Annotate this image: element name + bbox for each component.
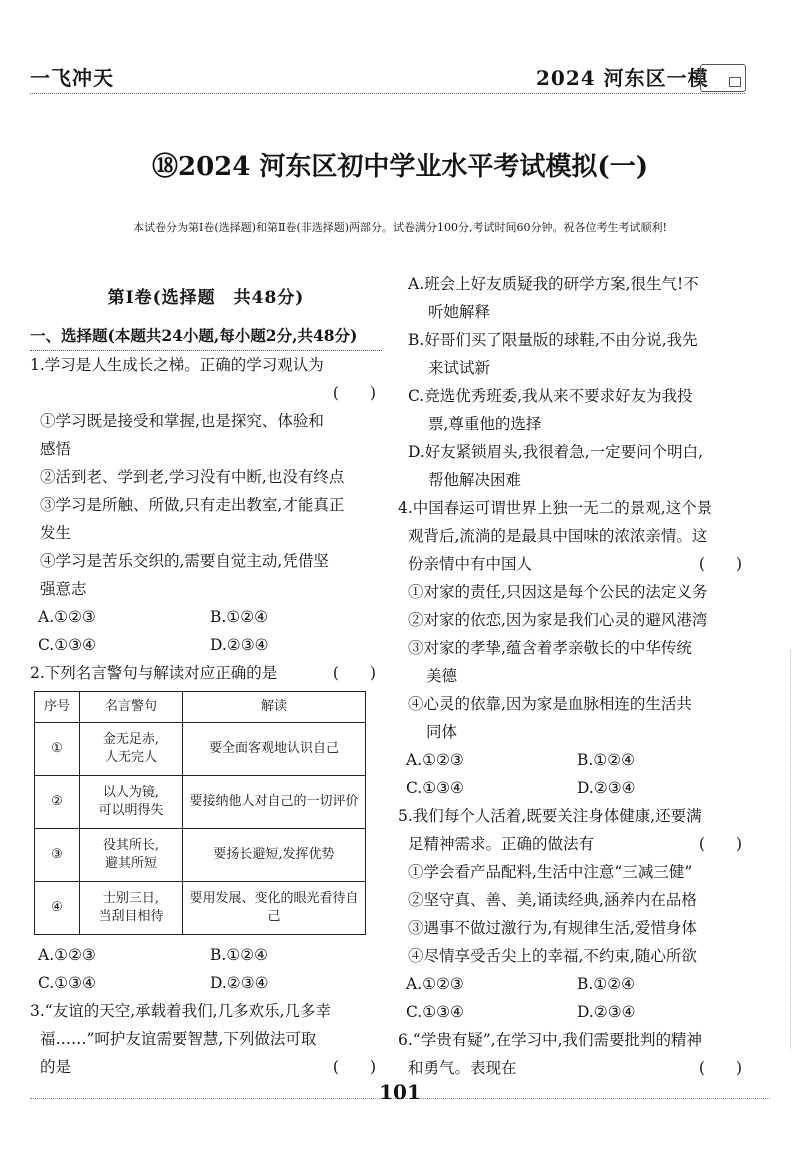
page-title: ⑱2024 河东区初中学业水平考试模拟(一) bbox=[151, 152, 649, 182]
q1-item-1: ①学习既是接受和掌握,也是探究、体验和 bbox=[40, 412, 324, 430]
q3-option-d-cont: 帮他解决困难 bbox=[428, 471, 522, 489]
q2-options bbox=[30, 941, 382, 997]
book-icon bbox=[700, 64, 746, 92]
q4-option-a[interactable]: A.①②③ bbox=[406, 751, 464, 769]
table-row bbox=[35, 829, 366, 882]
quote-line-1: 役其所长, bbox=[102, 838, 160, 853]
answer-paren bbox=[30, 379, 382, 407]
quote-line-2: 可以明得失 bbox=[98, 803, 164, 818]
quote-line-2: 人无完人 bbox=[104, 750, 157, 765]
q4-options bbox=[398, 746, 748, 802]
header-interp: 解读 bbox=[183, 692, 366, 723]
q3-stem-3-line bbox=[30, 1053, 382, 1081]
q3-stem-3: 的是 bbox=[40, 1058, 72, 1076]
q1-option-a[interactable]: A.①②③ bbox=[38, 608, 96, 626]
header-series: 2024 河东区一模 bbox=[536, 66, 709, 90]
q1-item-1-cont: 感悟 bbox=[40, 440, 72, 458]
q1-option-c[interactable]: C.①③④ bbox=[38, 636, 96, 654]
row-quote bbox=[80, 723, 183, 776]
q6-stem-2: 和勇气。表现在 bbox=[408, 1059, 517, 1077]
answer-blank: ( ) bbox=[332, 1058, 376, 1076]
q6-stem-2-line bbox=[398, 1054, 748, 1082]
q5-stem-2-line bbox=[398, 830, 748, 858]
q1-option-b[interactable]: B.①②④ bbox=[210, 608, 269, 626]
row-interp: 要全面客观地认识自己 bbox=[183, 723, 366, 776]
row-interp: 要用发展、变化的眼光看待自己 bbox=[183, 882, 366, 935]
answer-blank: ( ) bbox=[698, 1059, 742, 1077]
table-row bbox=[35, 723, 366, 776]
q6-stem-1: 6.“学贵有疑”,在学习中,我们需要批判的精神 bbox=[398, 1031, 702, 1049]
row-no: ③ bbox=[35, 829, 80, 882]
q4-option-c[interactable]: C.①③④ bbox=[406, 779, 464, 797]
q4-item-4-cont: 同体 bbox=[426, 723, 458, 741]
answer-blank: ( ) bbox=[332, 664, 376, 682]
quote-line-1: 金无足赤, bbox=[102, 732, 160, 747]
header-brand: 一飞冲天 bbox=[30, 66, 114, 90]
q5-item-4: ④尽情享受舌尖上的幸福,不约束,随心所欲 bbox=[408, 947, 697, 965]
q3-option-c[interactable]: C.竞选优秀班委,我从来不要求好友为我投 bbox=[408, 387, 693, 405]
q1-item-4-cont: 强意志 bbox=[40, 580, 87, 598]
q5-item-1: ①学会看产品配料,生活中注意“三减三健” bbox=[408, 863, 693, 881]
quote-line-2: 当刮目相待 bbox=[98, 909, 164, 924]
row-no: ④ bbox=[35, 882, 80, 935]
q2-option-d[interactable]: D.②③④ bbox=[210, 974, 269, 992]
q5-stem-1: 5.我们每个人活着,既要关注身体健康,还要满 bbox=[398, 807, 702, 825]
right-column bbox=[398, 270, 748, 1082]
q4-option-d[interactable]: D.②③④ bbox=[577, 779, 636, 797]
q1-item-3-cont: 发生 bbox=[40, 524, 72, 542]
q1-item-4: ④学习是苦乐交织的,需要自觉主动,凭借坚 bbox=[40, 552, 329, 570]
q5-item-3: ③遇事不做过激行为,有规律生活,爱惜身体 bbox=[408, 919, 697, 937]
row-quote bbox=[80, 882, 183, 935]
q2-option-a[interactable]: A.①②③ bbox=[38, 946, 96, 964]
q2-option-c[interactable]: C.①③④ bbox=[38, 974, 96, 992]
answer-blank: ( ) bbox=[698, 835, 742, 853]
table-header-row bbox=[35, 692, 366, 723]
q5-item-2: ②坚守真、善、美,诵读经典,涵养内在品格 bbox=[408, 891, 697, 909]
q5-option-a[interactable]: A.①②③ bbox=[406, 975, 464, 993]
q5-option-d[interactable]: D.②③④ bbox=[577, 1003, 636, 1021]
q1-item-3: ③学习是所触、所做,只有走出教室,才能真正 bbox=[40, 496, 345, 514]
header-divider bbox=[30, 93, 745, 94]
quote-line-1: 以人为镜, bbox=[102, 785, 160, 800]
q3-option-b-cont: 来试试新 bbox=[428, 359, 491, 377]
section-title: 第Ⅰ卷(选择题 共48分) bbox=[107, 288, 305, 308]
q3-stem-1: 3.“友谊的天空,承载着我们,几多欢乐,几多幸 bbox=[30, 1002, 331, 1020]
header-no: 序号 bbox=[35, 692, 80, 723]
exam-instructions: 本试卷分为第Ⅰ卷(选择题)和第Ⅱ卷(非选择题)两部分。试卷满分100分,考试时间60分钟。祝各位考生考试顺利! bbox=[133, 221, 667, 234]
table-row bbox=[35, 776, 366, 829]
left-column bbox=[30, 284, 382, 1081]
q4-item-4: ④心灵的依靠,因为家是血脉相连的生活共 bbox=[408, 695, 692, 713]
q2-table bbox=[34, 691, 366, 935]
row-quote bbox=[80, 776, 183, 829]
q1-item-2: ②活到老、学到老,学习没有中断,也没有终点 bbox=[40, 468, 345, 486]
q4-stem-3: 份亲情中有中国人 bbox=[408, 555, 533, 573]
q3-option-a-cont: 听她解释 bbox=[428, 303, 491, 321]
q4-stem-1: 4.中国春运可谓世界上独一无二的景观,这个景 bbox=[398, 499, 713, 517]
q3-option-b[interactable]: B.好哥们买了限量版的球鞋,不由分说,我先 bbox=[408, 331, 698, 349]
row-interp: 要接纳他人对自己的一切评价 bbox=[183, 776, 366, 829]
q4-stem-2: 观背后,流淌的是最具中国味的浓浓亲情。这 bbox=[408, 527, 708, 545]
q4-item-1: ①对家的责任,只因这是每个公民的法定义务 bbox=[408, 583, 708, 601]
page-number: 101 bbox=[379, 1080, 421, 1104]
q3-stem-2: 福……”呵护友谊需要智慧,下列做法可取 bbox=[40, 1030, 317, 1048]
q4-option-b[interactable]: B.①②④ bbox=[577, 751, 636, 769]
row-no: ① bbox=[35, 723, 80, 776]
margin-marks bbox=[790, 650, 797, 1050]
q4-item-3-cont: 美德 bbox=[426, 667, 458, 685]
q2-option-b[interactable]: B.①②④ bbox=[210, 946, 269, 964]
header-quote: 名言警句 bbox=[80, 692, 183, 723]
q4-item-3: ③对家的孝挚,蕴含着孝亲敬长的中华传统 bbox=[408, 639, 692, 657]
quote-line-1: 士别三日, bbox=[102, 891, 160, 906]
row-no: ② bbox=[35, 776, 80, 829]
q4-item-2: ②对家的依恋,因为家是我们心灵的避风港湾 bbox=[408, 611, 708, 629]
q2-stem-line bbox=[30, 659, 382, 687]
q2-stem: 2.下列名言警句与解读对应正确的是 bbox=[30, 664, 278, 682]
answer-blank: ( ) bbox=[698, 555, 742, 573]
q1-option-d[interactable]: D.②③④ bbox=[210, 636, 269, 654]
q4-stem-3-line bbox=[398, 550, 748, 578]
part-title: 一、选择题(本题共24小题,每小题2分,共48分) bbox=[30, 322, 382, 351]
q5-options bbox=[398, 970, 748, 1026]
q5-option-c[interactable]: C.①③④ bbox=[406, 1003, 464, 1021]
q3-option-d[interactable]: D.好友紧锁眉头,我很着急,一定要问个明白, bbox=[408, 443, 704, 461]
row-interp: 要扬长避短,发挥优势 bbox=[183, 829, 366, 882]
q1-options bbox=[30, 603, 382, 659]
q3-option-c-cont: 票,尊重他的选择 bbox=[428, 415, 542, 433]
quote-line-2: 避其所短 bbox=[104, 856, 157, 871]
q5-stem-2: 足精神需求。正确的做法有 bbox=[408, 835, 595, 853]
row-quote bbox=[80, 829, 183, 882]
q5-option-b[interactable]: B.①②④ bbox=[577, 975, 636, 993]
q1-stem: 1.学习是人生成长之梯。正确的学习观认为 bbox=[30, 356, 324, 374]
table-row bbox=[35, 882, 366, 935]
q3-option-a[interactable]: A.班会上好友质疑我的研学方案,很生气!不 bbox=[408, 275, 699, 293]
answer-blank: ( ) bbox=[332, 384, 376, 402]
